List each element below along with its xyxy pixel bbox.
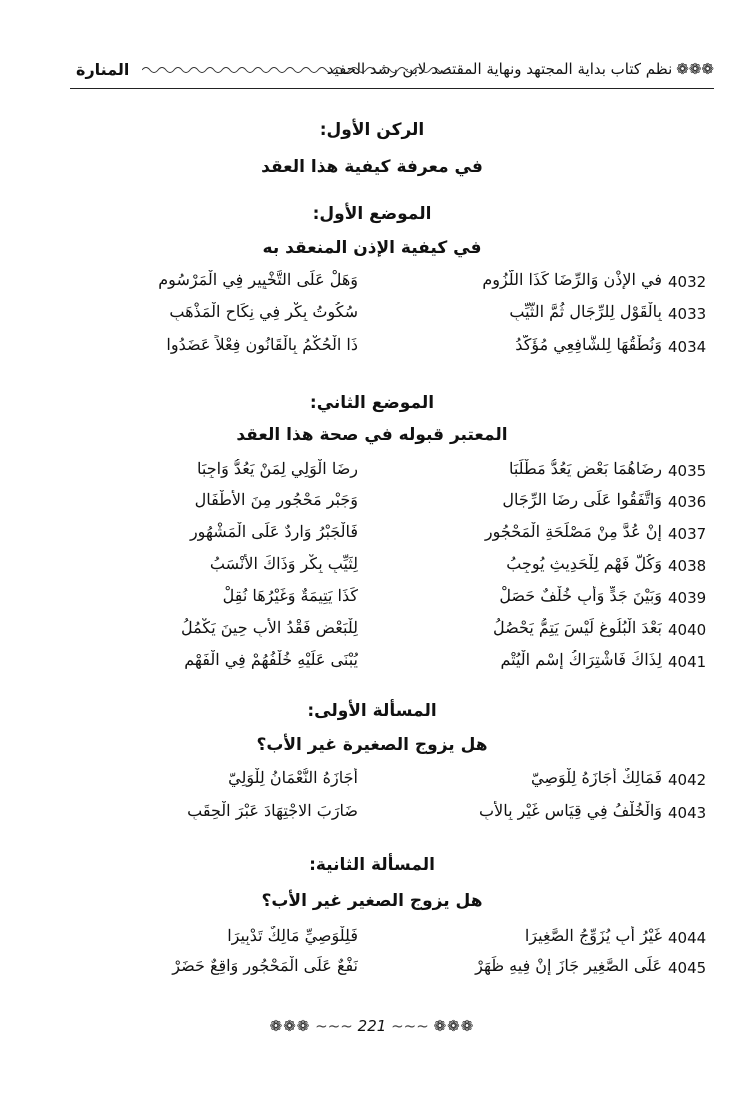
verse-second-hemistich: فَالْجَبْرُ وَارِدٌ عَلَى الْمَشْهُورِ bbox=[189, 522, 358, 541]
heading-masala1: المسألة الأولى: bbox=[307, 701, 437, 721]
heading-mawdi1: الموضع الأول: bbox=[312, 204, 432, 224]
verse-first-hemistich: وَكُلُّ فَهْمٍ لِلْحَدِيثِ يُوجِبُ bbox=[506, 554, 662, 573]
footer-dash-left: ~~~ bbox=[315, 1017, 353, 1035]
page-footer bbox=[0, 1017, 744, 1035]
header-short-title: المنارة bbox=[76, 60, 130, 79]
header-rule bbox=[70, 88, 714, 89]
verse-row bbox=[0, 926, 744, 956]
verse-second-hemistich: نَفْعٌ عَلَى الْمَحْجُورِ وَاقِعٌ حَضَرْ bbox=[172, 956, 358, 975]
heading-masala2: المسألة الثانية: bbox=[309, 855, 435, 875]
heading-masala1-sub: هل يزوج الصغيرة غير الأب؟ bbox=[256, 735, 488, 755]
verse-second-hemistich: لِلْبَعْضِ فَقْدُ الأَبِ حِينَ يَكْمُلُ bbox=[181, 618, 358, 637]
verse-number: 4045 bbox=[668, 959, 707, 977]
verse-number: 4042 bbox=[668, 771, 707, 789]
verse-row bbox=[0, 459, 744, 489]
page-number: 221 bbox=[357, 1017, 387, 1035]
verse-row bbox=[0, 335, 744, 365]
verse-first-hemistich: بِالْقَوْلِ لِلرِّجَالِ ثُمَّ الثَّيِّبِ bbox=[509, 302, 662, 321]
verse-second-hemistich: وَهَلْ عَلَى التَّخْيِيرِ فِي الْمَرْسُوم bbox=[158, 270, 358, 289]
verse-number: 4044 bbox=[668, 929, 707, 947]
verse-row bbox=[0, 270, 744, 300]
verse-second-hemistich: كَذَا يَتِيمَةٌ وَغَيْرُهَا نُقِلْ bbox=[222, 586, 358, 605]
verse-number: 4043 bbox=[668, 804, 707, 822]
verse-number: 4035 bbox=[668, 462, 707, 480]
verse-first-hemistich: رِضَاهُمَا بَعْضٍ يَعُدُّ مَطْلَبَا bbox=[508, 459, 662, 478]
verse-number: 4038 bbox=[668, 557, 707, 575]
verse-second-hemistich: سُكُوتُ بِكْرٍ فِي نِكَاحِ الْمَذْهَبِ bbox=[169, 302, 358, 321]
heading-masala2-sub: هل يزوج الصغير غير الأب؟ bbox=[261, 891, 483, 911]
heading-rukn-sub: في معرفة كيفية هذا العقد bbox=[261, 157, 483, 177]
verse-second-hemistich: فَلِلْوَصِيِّ مَالِكٌ تَدْبِيرَا bbox=[227, 926, 358, 945]
verse-second-hemistich: رِضَا الْوَلِي لِمَنْ يَعُدُّ وَاجِبَا bbox=[197, 459, 358, 478]
verse-first-hemistich: في الإِذْنِ وَالرِّضَا كَذَا اللُّزُوم bbox=[482, 270, 662, 289]
verse-number: 4040 bbox=[668, 621, 707, 639]
verse-second-hemistich: وَجَبْرِ مَحْجُورٍ مِنَ الأَطْفَالِ bbox=[194, 490, 358, 509]
verse-first-hemistich: وَنُطْقُهَا لِلشَّافِعِي مُؤَكَّدُ bbox=[515, 335, 662, 354]
verse-first-hemistich: فَمَالِكٌ أَجَازَهُ لِلْوَصِيّ bbox=[531, 768, 662, 787]
verse-first-hemistich: عَلَى الصَّغِيرِ جَازَ إِنْ فِيهِ ظَهَرْ bbox=[475, 956, 662, 975]
header-wave-divider bbox=[142, 64, 450, 76]
verse-first-hemistich: لِذَاكَ فَاشْتِرَاكُ إِسْمِ الْيُتْمِ bbox=[500, 650, 662, 669]
verse-row bbox=[0, 586, 744, 616]
verse-first-hemistich: إِنْ عُدَّ مِنْ مَصْلَحَةِ الْمَحْجُورِ bbox=[484, 522, 662, 541]
header-book-title: نظم كتاب بداية المجتهد ونهاية المقتصد لابن رشد الحفيد bbox=[326, 60, 673, 78]
verse-number: 4041 bbox=[668, 653, 707, 671]
footer-ornament-right-icon: ❁❁❁ bbox=[433, 1017, 475, 1035]
verse-number: 4037 bbox=[668, 525, 707, 543]
running-header bbox=[70, 58, 714, 90]
verse-second-hemistich: ضَارَبَ الاجْتِهَادَ عَبْرَ الْحِقَبِ bbox=[187, 801, 358, 820]
footer-dash-right: ~~~ bbox=[391, 1017, 429, 1035]
verse-row bbox=[0, 522, 744, 552]
verse-first-hemistich: بَعْدَ الْبُلُوغِ لَيْسَ يَتِمُّ يَحْصُلُ bbox=[493, 618, 662, 637]
verse-first-hemistich: وَبَيْنَ جَدٍّ وَأَبٍ خُلْفٌ حَصَلْ bbox=[499, 586, 662, 605]
verse-number: 4039 bbox=[668, 589, 707, 607]
heading-mawdi2: الموضع الثاني: bbox=[309, 393, 435, 413]
verse-number: 4034 bbox=[668, 338, 707, 356]
verse-row bbox=[0, 801, 744, 831]
verse-number: 4033 bbox=[668, 305, 707, 323]
verse-row bbox=[0, 956, 744, 986]
verse-first-hemistich: وَاتَّفَقُوا عَلَى رِضَا الرِّجَالِ bbox=[502, 490, 662, 509]
verse-row bbox=[0, 768, 744, 798]
verse-row bbox=[0, 554, 744, 584]
verse-number: 4032 bbox=[668, 273, 707, 291]
verse-row bbox=[0, 302, 744, 332]
header-ornament-icon: ❁❁❁ bbox=[676, 60, 714, 78]
verse-number: 4036 bbox=[668, 493, 707, 511]
verse-row bbox=[0, 618, 744, 648]
verse-first-hemistich: وَالْخُلْفُ فِي قِيَاسِ غَيْرِ بِالأَبِ bbox=[479, 801, 662, 820]
heading-mawdi1-sub: في كيفية الإذن المنعقد به bbox=[262, 238, 482, 258]
verse-row bbox=[0, 490, 744, 520]
footer-ornament-left-icon: ❁❁❁ bbox=[269, 1017, 311, 1035]
heading-mawdi2-sub: المعتبر قبوله في صحة هذا العقد bbox=[236, 425, 508, 445]
verse-second-hemistich: لِثَيِّبٍ بِكْرٍ وَذَاكَ الأَنْسَبُ bbox=[209, 554, 358, 573]
verse-second-hemistich: يُبْنَى عَلَيْهِ خُلْفُهُمْ فِي الْفَهْمِ bbox=[184, 650, 358, 669]
verse-second-hemistich: ذَا الْحُكْمُ بِالْقَانُونِ فِعْلاً عَضَدُوا bbox=[166, 335, 358, 354]
verse-row bbox=[0, 650, 744, 680]
verse-first-hemistich: غَيْرُ أَبٍ يُزَوِّجُ الصَّغِيرَا bbox=[524, 926, 662, 945]
heading-rukn: الركن الأول: bbox=[319, 120, 425, 140]
verse-second-hemistich: أَجَازَهُ النُّعْمَانُ لِلْوَلِيّ bbox=[228, 768, 358, 787]
